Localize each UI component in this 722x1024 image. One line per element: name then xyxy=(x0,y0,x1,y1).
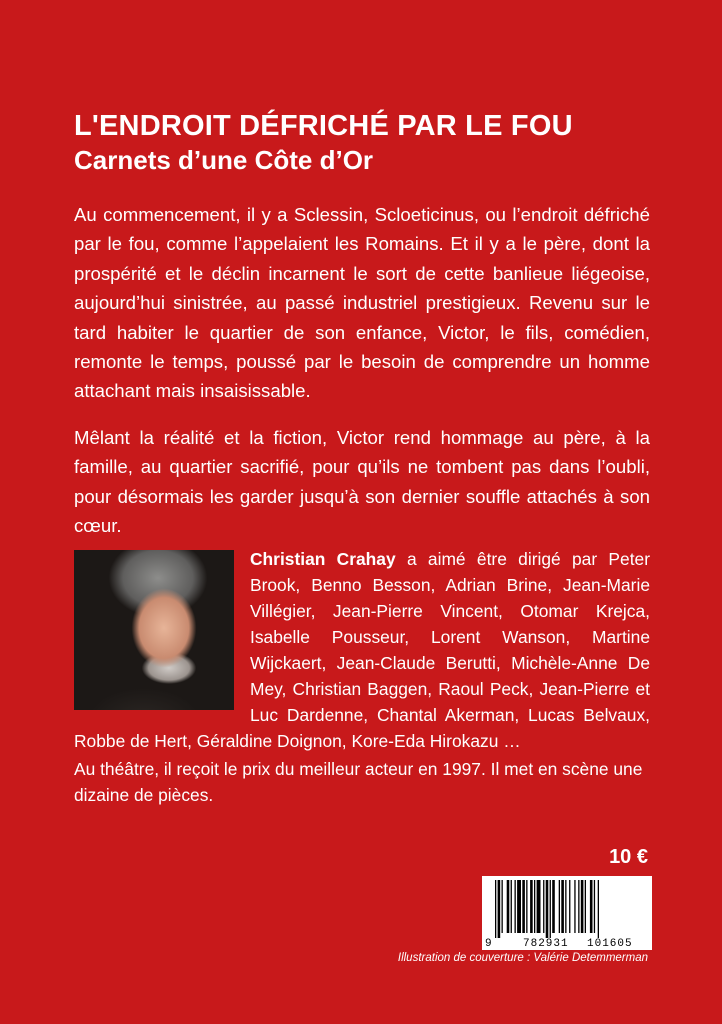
barcode-bar xyxy=(507,880,510,933)
author-name: Christian Crahay xyxy=(250,549,396,569)
barcode-bar xyxy=(495,880,496,938)
barcode-bar xyxy=(498,880,501,938)
barcode-bar xyxy=(590,880,593,933)
barcode-bar xyxy=(526,880,527,933)
book-subtitle: Carnets d’une Côte d’Or xyxy=(74,145,374,175)
barcode-bar xyxy=(543,880,544,933)
author-bio xyxy=(74,546,650,754)
barcode-bar xyxy=(530,880,533,933)
barcode-bar xyxy=(537,880,541,933)
barcode-bar xyxy=(511,880,512,933)
barcode-bar xyxy=(515,880,516,933)
barcode-bar xyxy=(581,880,584,933)
price: 10 € xyxy=(609,846,648,868)
blurb xyxy=(74,200,650,557)
barcode-bar xyxy=(522,880,525,933)
barcode-bar xyxy=(594,880,595,933)
barcode-bar xyxy=(534,880,535,933)
book-title: L'ENDROIT DÉFRICHÉ PAR LE FOU xyxy=(74,110,573,142)
barcode-digits-group-2: 101605 xyxy=(587,938,633,949)
author-photo xyxy=(74,550,234,710)
barcode-bar xyxy=(598,880,599,938)
barcode-bar xyxy=(561,880,564,933)
barcode-bar xyxy=(565,880,566,933)
barcode-digits-group-1: 782931 xyxy=(523,938,569,949)
barcode-bar xyxy=(578,880,579,933)
barcode-graphic xyxy=(483,877,651,949)
barcode-bar xyxy=(559,880,560,933)
barcode-bar xyxy=(546,880,549,938)
blurb-paragraph-1: Au commencement, il y a Sclessin, Scloeticinus, ou l’endroit défriché par le fou, comme l’appelaient les Romains. Et il y a le père, dont la prospérité et le déclin incarnent le sort de cette banlieue liégeoise, aujourd’hui sinistrée, au passé industriel prestigieux. Revenu sur le tard habiter le quartier de son enfance, Victor, le fils, comédien, remonte le temps, poussé par le besoin de comprendre un homme attachant mais insaisissable. xyxy=(74,204,650,402)
author-bio-text-2: Au théâtre, il reçoit le prix du meilleur acteur en 1997. Il met en scène une dizaine de pièces. xyxy=(74,759,643,805)
title-block xyxy=(74,108,654,176)
barcode-lead-digit: 9 xyxy=(485,938,492,949)
barcode-bar xyxy=(552,880,555,933)
blurb-paragraph-2: Mêlant la réalité et la fiction, Victor rend hommage au père, à la famille, au quartier sacrifié, pour qu’ils ne tombent pas dans l’oubli, pour désormais les garder jusqu’à son dernier souffle attachés à son cœur. xyxy=(74,426,650,537)
author-bio-text-1: a aimé être dirigé par Peter Brook, Benno Besson, Adrian Brine, Jean-Marie Villégier, Jean-Pierre Vincent, Otomar Krejca, Isabelle Pousseur, Lorent Wanson, Martine Wijckaert, Jean-Claude Berutti, Michèle-Anne De Mey, Christian Baggen, Raoul Peck, Jean-Pierre et Luc Dardenne, Chantal Akerman, Lucas Belvaux, Robbe de Hert, Géraldine Doignon, Kore-Eda Hirokazu … xyxy=(74,549,650,751)
barcode-bar xyxy=(585,880,586,933)
cover-illustration-credit: Illustration de couverture : Valérie Detemmerman xyxy=(397,952,648,964)
barcode-bar xyxy=(569,880,570,933)
isbn-barcode xyxy=(482,876,652,950)
barcode-bar xyxy=(517,880,521,933)
barcode-bar xyxy=(502,880,503,933)
barcode-bar xyxy=(550,880,551,938)
barcode-bar xyxy=(574,880,575,933)
